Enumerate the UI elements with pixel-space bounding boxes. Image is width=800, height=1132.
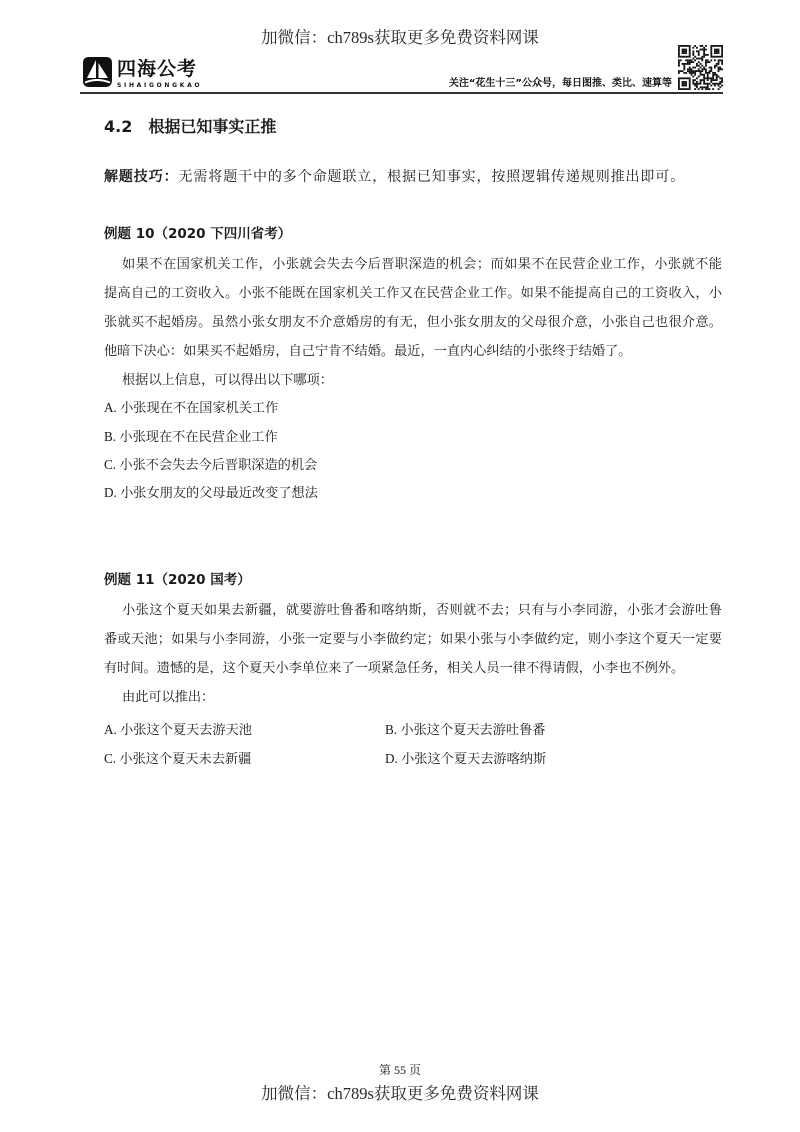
- example-11-option-b: B. 小张这个夏天去游吐鲁番: [385, 722, 546, 737]
- sail-logo-icon: [79, 54, 115, 90]
- qr-code: [678, 45, 723, 90]
- header-note: 关注“花生十三”公众号，每日图推、类比、速算等: [448, 78, 672, 89]
- tip-text: 无需将题干中的多个命题联立，根据已知事实，按照逻辑传递规则推出即可。: [178, 170, 686, 185]
- section-number: 4.2: [104, 117, 133, 136]
- logo-pinyin: SIHAIGONGKAO: [117, 82, 203, 89]
- section-title: 根据已知事实正推: [148, 117, 277, 136]
- tip-label: 解题技巧：: [104, 169, 179, 185]
- example-10-title: 例题 10（2020 下四川省考）: [104, 226, 292, 242]
- example-10-option-c: C. 小张不会失去今后晋职深造的机会: [104, 457, 318, 472]
- page-number: 第 55 页: [378, 1063, 421, 1077]
- example-11-option-c: C. 小张这个夏天未去新疆: [104, 751, 252, 766]
- example-10-question: 根据以上信息，可以得出以下哪项：: [122, 372, 333, 387]
- section-heading: [104, 116, 276, 138]
- header-divider: [80, 92, 723, 94]
- example-10-option-d: D. 小张女朋友的父母最近改变了想法: [104, 485, 318, 500]
- top-watermark: 加微信：ch789s获取更多免费资料网课: [261, 28, 539, 47]
- example-11-question: 由此可以推出：: [122, 689, 215, 704]
- bottom-watermark: 加微信：ch789s获取更多免费资料网课: [261, 1084, 539, 1103]
- solving-tip: [104, 167, 685, 188]
- example-11-option-d: D. 小张这个夏天去游喀纳斯: [385, 751, 547, 766]
- example-11-option-a: A. 小张这个夏天去游天池: [104, 722, 252, 737]
- example-10-option-a: A. 小张现在不在国家机关工作: [104, 400, 279, 415]
- example-11-line: 小张这个夏天如果去新疆，就要游吐鲁番和喀纳斯，否则就不去；只有与小李同游，小张才会游吐鲁: [122, 602, 722, 617]
- example-10-option-b: B. 小张现在不在民营企业工作: [104, 429, 278, 444]
- example-10-line: 提高自己的工资收入。小张不能既在国家机关工作又在民营企业工作。如果不能提高自己的工资收入，小: [104, 285, 722, 300]
- logo-name: 四海公考: [117, 58, 198, 80]
- example-11-line: 有时间。遗憾的是，这个夏天小李单位来了一项紧急任务，相关人员一律不得请假，小李也不例外。: [104, 660, 685, 675]
- example-11-line: 番或天池；如果与小李同游，小张一定要与小李做约定；如果小张与小李做约定，则小李这个夏天一定要: [104, 631, 722, 646]
- example-10-line: 张就买不起婚房。虽然小张女朋友不介意婚房的有无，但小张女朋友的父母很介意，小张自己也很介意。: [104, 314, 722, 329]
- example-10-line: 他暗下决心：如果买不起婚房，自己宁肯不结婚。最近，一直内心纠结的小张终于结婚了。: [104, 343, 632, 358]
- example-10-line: 如果不在国家机关工作，小张就会失去今后晋职深造的机会；而如果不在民营企业工作，小张就不能: [122, 256, 722, 271]
- example-11-title: 例题 11（2020 国考）: [104, 572, 251, 588]
